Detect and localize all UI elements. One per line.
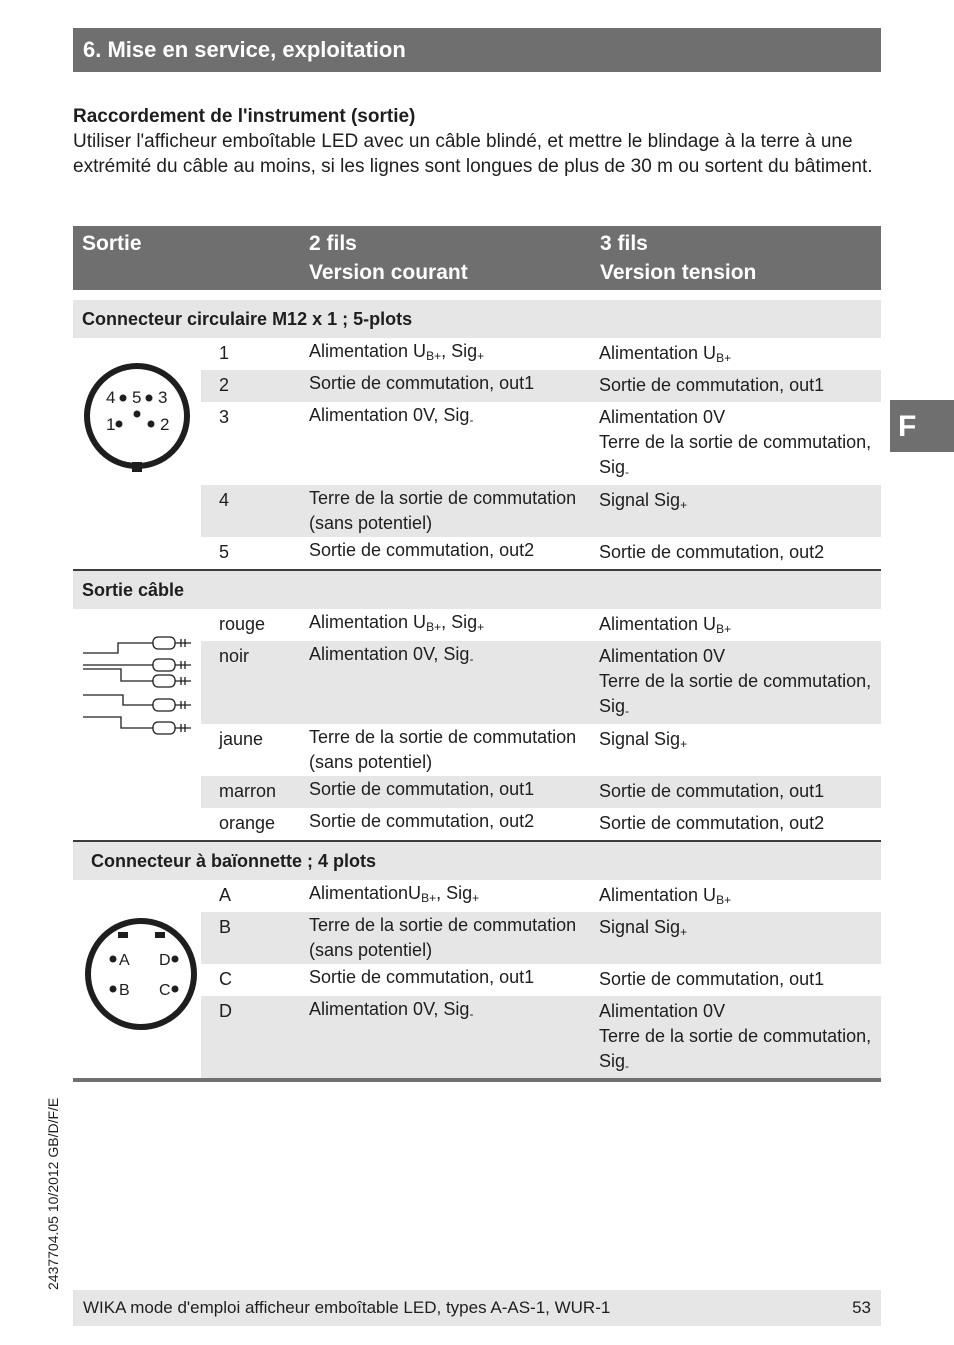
bayonet-pin-label: A (119, 952, 130, 969)
pin-label: 3 (219, 407, 230, 427)
pin-label: C (219, 969, 232, 989)
cable-rows (201, 609, 881, 840)
group-title-m12: Connecteur circulaire M12 x 1 ; 5-plots (73, 300, 881, 338)
m12-pin-label: 1 (106, 415, 116, 434)
cell-3-fils: Sortie de commutation, out2 (599, 813, 825, 833)
page-number: 53 (852, 1298, 871, 1317)
intro-subtitle: Raccordement de l'instrument (sortie) (73, 106, 416, 127)
wire-color-label: marron (219, 781, 277, 801)
table-row (201, 996, 881, 1078)
document-code: 2437704.05 10/2012 GB/D/F/E (45, 1097, 61, 1290)
language-tab: F (890, 400, 954, 452)
intro-block (73, 104, 883, 179)
cell-3-fils: Alimentation 0V Terre de la sortie de commutation, Sig$_-$ (599, 1001, 872, 1073)
intro-text: Utiliser l'afficheur emboîtable LED avec un câble blindé, et mettre le blindage à la terre à une extrémité du câble au moins, si les lignes sont longues de plus de 30 m ou sortent du bâtiment. (73, 131, 873, 177)
cell-2-fils: Terre de la sortie de commutation (sans potentiel) (309, 488, 577, 533)
cell-2-fils: Sortie de commutation, out2 (309, 540, 535, 560)
cell-2-fils: Terre de la sortie de commutation (sans potentiel) (309, 915, 577, 960)
cell-3-fils: Signal Sig$_+$ (599, 917, 688, 939)
header-2-fils-line1: 2 fils (309, 232, 357, 255)
table-row (201, 485, 881, 537)
cell-2-fils: Alimentation $U_{B+}$, Sig$_+$ (309, 341, 485, 363)
table-row (201, 724, 881, 776)
pin-label: B (219, 917, 232, 937)
cell-2-fils: Sortie de commutation, out2 (309, 811, 535, 831)
cell-3-fils: Alimentation $U_{B+}$ (599, 614, 732, 636)
m12-connector-icon (73, 362, 201, 482)
header-3-fils (600, 229, 756, 287)
cell-3-fils: Sortie de commutation, out1 (599, 375, 825, 395)
cell-2-fils: Alimentation $U_{B+}$, Sig$_+$ (309, 612, 485, 634)
wire-color-label: noir (219, 646, 250, 666)
table-row (201, 641, 881, 724)
table-row (201, 402, 881, 485)
cell-2-fils: Alimentation 0V, Sig$_-$ (309, 405, 474, 427)
table-header (73, 226, 881, 290)
m12-pin-label: 2 (160, 415, 170, 434)
connection-table (73, 226, 881, 1082)
group-m12 (73, 300, 881, 569)
cell-3-fils: Alimentation 0V Terre de la sortie de commutation, Sig$_-$ (599, 407, 872, 479)
cell-3-fils: Alimentation $U_{B+}$ (599, 343, 732, 365)
wire-color-label: rouge (219, 614, 266, 634)
bayonet-pin-label: B (119, 982, 130, 999)
header-2-fils-line2: Version courant (309, 261, 468, 284)
cell-2-fils: Alimentation 0V, Sig$_-$ (309, 644, 474, 666)
header-3-fils-line1: 3 fils (600, 232, 648, 255)
pin-label: 5 (219, 542, 230, 562)
table-row (201, 537, 881, 569)
cell-2-fils: Sortie de commutation, out1 (309, 779, 535, 799)
cable-wires-icon (73, 633, 201, 753)
header-3-fils-line2: Version tension (600, 261, 757, 284)
header-2-fils (309, 229, 468, 287)
table-row (201, 964, 881, 996)
cell-2-fils: Alimentation 0V, Sig$_-$ (309, 999, 474, 1021)
pin-label: D (219, 1001, 232, 1021)
group-title-bayonet: Connecteur à baïonnette ; 4 plots (73, 842, 881, 880)
pin-label: 1 (219, 343, 230, 363)
table-row (201, 609, 881, 641)
cell-3-fils: Alimentation 0V Terre de la sortie de commutation, Sig$_-$ (599, 646, 872, 718)
table-row (201, 808, 881, 840)
bayonet-connector-icon (73, 914, 201, 1034)
pin-label: 4 (219, 490, 230, 510)
table-row (201, 338, 881, 370)
cell-2-fils: AlimentationU$_{B+}$, Sig$_+$ (309, 883, 480, 905)
table-row (201, 912, 881, 964)
pin-label: A (219, 885, 232, 905)
m12-pin-label: 4 (106, 388, 116, 407)
wire-color-label: orange (219, 813, 276, 833)
cell-3-fils: Signal Sig$_+$ (599, 729, 688, 751)
group-bayonet (73, 842, 881, 1078)
table-row (201, 776, 881, 808)
cell-3-fils: Signal Sig$_+$ (599, 490, 688, 512)
m12-pin-label: 5 (132, 388, 142, 407)
cell-2-fils: Sortie de commutation, out1 (309, 373, 535, 393)
bayonet-pin-label: C (159, 982, 171, 999)
cell-3-fils: Sortie de commutation, out1 (599, 781, 825, 801)
m12-rows (201, 338, 881, 569)
section-title: 6. Mise en service, exploitation (73, 28, 881, 72)
bayonet-pin-label: D (159, 952, 171, 969)
table-row (201, 370, 881, 402)
header-sortie: Sortie (82, 232, 142, 255)
bayonet-rows (201, 880, 881, 1078)
group-title-cable: Sortie câble (73, 571, 881, 609)
table-row (201, 880, 881, 912)
wire-color-label: jaune (219, 729, 264, 749)
m12-pin-label: 3 (158, 388, 168, 407)
cell-3-fils: Sortie de commutation, out2 (599, 542, 825, 562)
footer-text: WIKA mode d'emploi afficheur emboîtable LED, types A-AS-1, WUR-1 (83, 1298, 611, 1317)
cell-2-fils: Terre de la sortie de commutation (sans potentiel) (309, 727, 577, 772)
page-footer (73, 1290, 881, 1326)
group-cable (73, 571, 881, 840)
cell-3-fils: Sortie de commutation, out1 (599, 969, 825, 989)
pin-label: 2 (219, 375, 230, 395)
cell-3-fils: Alimentation $U_{B+}$ (599, 885, 732, 907)
cell-2-fils: Sortie de commutation, out1 (309, 967, 535, 987)
